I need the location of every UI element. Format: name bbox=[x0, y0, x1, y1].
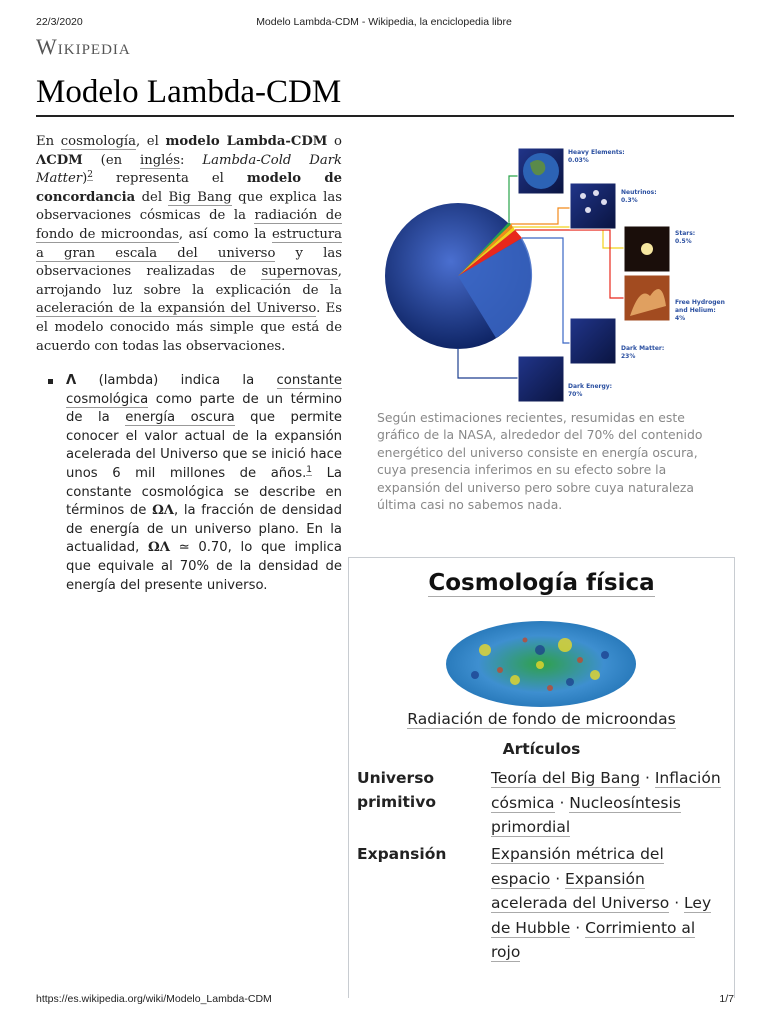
neutrinos-label: Neutrinos: bbox=[621, 189, 657, 196]
heavy-elements-value: 0.03% bbox=[568, 157, 589, 164]
link-inflacion-cosmica[interactable]: Inflación cósmica bbox=[491, 769, 721, 812]
cmb-caption-link[interactable]: Radiación de fondo de microondas bbox=[407, 710, 676, 728]
cmb-caption[interactable] bbox=[349, 710, 734, 728]
intro-text: que explica las observaciones cósmicas de la bbox=[36, 189, 342, 224]
list-item bbox=[48, 372, 342, 595]
link-big-bang[interactable]: Big Bang bbox=[168, 189, 232, 205]
link-energia-oscura[interactable]: energía oscura bbox=[125, 410, 235, 426]
lambda-symbol: Λ bbox=[66, 373, 77, 388]
wikipedia-logo[interactable]: Wikipedia bbox=[36, 34, 131, 59]
italic-lambda-cold-dark-matter: Lambda-Cold Dark Matter bbox=[36, 152, 342, 187]
neutrinos-value: 0.3% bbox=[621, 197, 638, 204]
bullet-dot bbox=[48, 379, 53, 384]
link-estructura[interactable]: estructura a gran escala del universo bbox=[36, 226, 342, 261]
dark-matter-value: 23% bbox=[621, 353, 636, 360]
bullet-text: La constante cosmológica se describe en términos de bbox=[66, 465, 342, 519]
neutrinos-image bbox=[570, 183, 616, 229]
infobox-title[interactable] bbox=[349, 570, 734, 596]
stars-label: Stars: bbox=[675, 230, 696, 237]
separator: · bbox=[554, 793, 570, 812]
link-radiacion-fondo[interactable]: radiación de fondo de microondas bbox=[36, 208, 342, 242]
cmb-map-image[interactable] bbox=[445, 620, 637, 708]
intro-text: o bbox=[327, 134, 342, 149]
figure-caption: Según estimaciones recientes, resumidas en este gráfico de la NASA, alrededor del 70% del contenido energético del universo consiste en energía oscura, cuya presencia inferimos en su efecto sobre la expansión del universo pero sobre cuya naturaleza última casi no sabemos nada. bbox=[377, 410, 703, 513]
intro-text: , así como la bbox=[178, 226, 272, 242]
print-date: 22/3/2020 bbox=[36, 16, 83, 28]
row-label-expansion: Expansión bbox=[357, 845, 447, 863]
bullet-text: , la fracción de densidad de energía de un universo plano. En la actualidad, bbox=[66, 503, 342, 556]
infobox-heading-articulos: Artículos bbox=[502, 740, 581, 758]
intro-text: ) bbox=[82, 171, 88, 187]
link-supernovas[interactable]: supernovas bbox=[261, 264, 338, 280]
link-ingles[interactable]: inglés bbox=[140, 152, 180, 168]
link-expansion-acelerada[interactable]: Expansión acelerada del Universo bbox=[491, 869, 670, 912]
reference-1[interactable]: 1 bbox=[306, 464, 313, 475]
omega-lambda-symbol: ΩΛ bbox=[152, 503, 175, 519]
separator: · bbox=[550, 869, 566, 888]
intro-text: : bbox=[179, 152, 203, 168]
free-hydrogen-label-2: and Helium: bbox=[675, 307, 716, 314]
free-hydrogen-value: 4% bbox=[675, 315, 686, 322]
intro-text: y las observaciones realizadas de bbox=[36, 245, 342, 280]
print-footer-page-number: 1/7 bbox=[719, 993, 734, 1005]
link-teoria-big-bang[interactable]: Teoría del Big Bang bbox=[491, 769, 641, 787]
page-title: Modelo Lambda-CDM bbox=[36, 74, 342, 110]
row-label-universo-primitivo bbox=[357, 766, 436, 814]
stars-value: 0.5% bbox=[675, 238, 692, 245]
bold-concordancia: modelo de concordancia bbox=[36, 171, 343, 205]
dark-matter-image bbox=[570, 318, 616, 364]
intro-text: (en bbox=[82, 152, 141, 168]
omega-lambda-symbol: ΩΛ bbox=[147, 540, 170, 556]
print-page-title: Modelo Lambda-CDM - Wikipedia, la enciclopedia libre bbox=[256, 16, 512, 28]
heavy-elements-label: Heavy Elements: bbox=[568, 149, 625, 156]
reference-2[interactable]: 2 bbox=[87, 169, 93, 180]
dark-matter-label: Dark Matter: bbox=[621, 345, 665, 352]
bold-lcdm: ΛCDM bbox=[36, 152, 83, 168]
intro-text: representa el bbox=[92, 171, 247, 187]
dark-energy-image bbox=[518, 356, 564, 402]
nasa-universe-composition-figure[interactable] bbox=[378, 138, 728, 408]
row-items-expansion bbox=[491, 842, 723, 965]
infobox-title-link[interactable]: Cosmología física bbox=[428, 570, 655, 596]
link-nucleosintesis[interactable]: Nucleosíntesis primordial bbox=[491, 793, 681, 836]
dark-energy-value: 70% bbox=[568, 391, 583, 398]
bullet-text: ≃ 0.70, lo que implica que equivale al 70% de la densidad de energía del presente universo. bbox=[66, 540, 342, 593]
intro-text: . Es el modelo conocido más simple que está de acuerdo con todas las observaciones. bbox=[36, 301, 343, 354]
bullet-text: que permite conocer el valor actual de la expansión acelerada del Universo que se inició hace unos 6 mil millones de años. bbox=[66, 410, 342, 481]
separator: · bbox=[570, 918, 586, 937]
link-ley-hubble[interactable]: Ley de Hubble bbox=[491, 894, 712, 937]
separator: · bbox=[669, 894, 685, 912]
link-cosmologia[interactable]: cosmología bbox=[60, 134, 136, 149]
title-divider bbox=[36, 115, 734, 117]
dark-energy-label: Dark Energy: bbox=[568, 383, 613, 390]
star-icon bbox=[641, 243, 653, 255]
row-label-line: Universo bbox=[357, 769, 435, 787]
bold-modelo: modelo Lambda-CDM bbox=[165, 134, 328, 149]
print-footer-url: https://es.wikipedia.org/wiki/Modelo_Lambda-CDM bbox=[36, 993, 272, 1005]
bullet-text: como parte de un término de la bbox=[66, 391, 342, 426]
intro-text: , el bbox=[135, 134, 166, 149]
link-constante-cosmologica[interactable]: constante cosmológica bbox=[66, 373, 342, 407]
separator: · bbox=[640, 769, 655, 787]
row-items-universo-primitivo bbox=[491, 766, 723, 840]
free-hydrogen-label: Free Hydrogen bbox=[675, 299, 725, 306]
bullet-list bbox=[48, 372, 342, 595]
intro-text: En bbox=[36, 134, 61, 149]
intro-text: del bbox=[135, 189, 169, 205]
bullet-text: (lambda) indica la bbox=[76, 373, 277, 388]
link-corrimiento-rojo[interactable]: Corrimiento al rojo bbox=[491, 918, 696, 961]
row-label-line: primitivo bbox=[357, 793, 436, 811]
infobox-cosmologia-fisica bbox=[348, 557, 735, 998]
intro-paragraph bbox=[36, 133, 342, 356]
link-aceleracion[interactable]: aceleración de la expansión del Universo bbox=[36, 301, 317, 317]
intro-text: , arrojando luz sobre la explicación de la bbox=[36, 264, 342, 298]
link-expansion-metrica[interactable]: Expansión métrica del espacio bbox=[491, 845, 664, 888]
